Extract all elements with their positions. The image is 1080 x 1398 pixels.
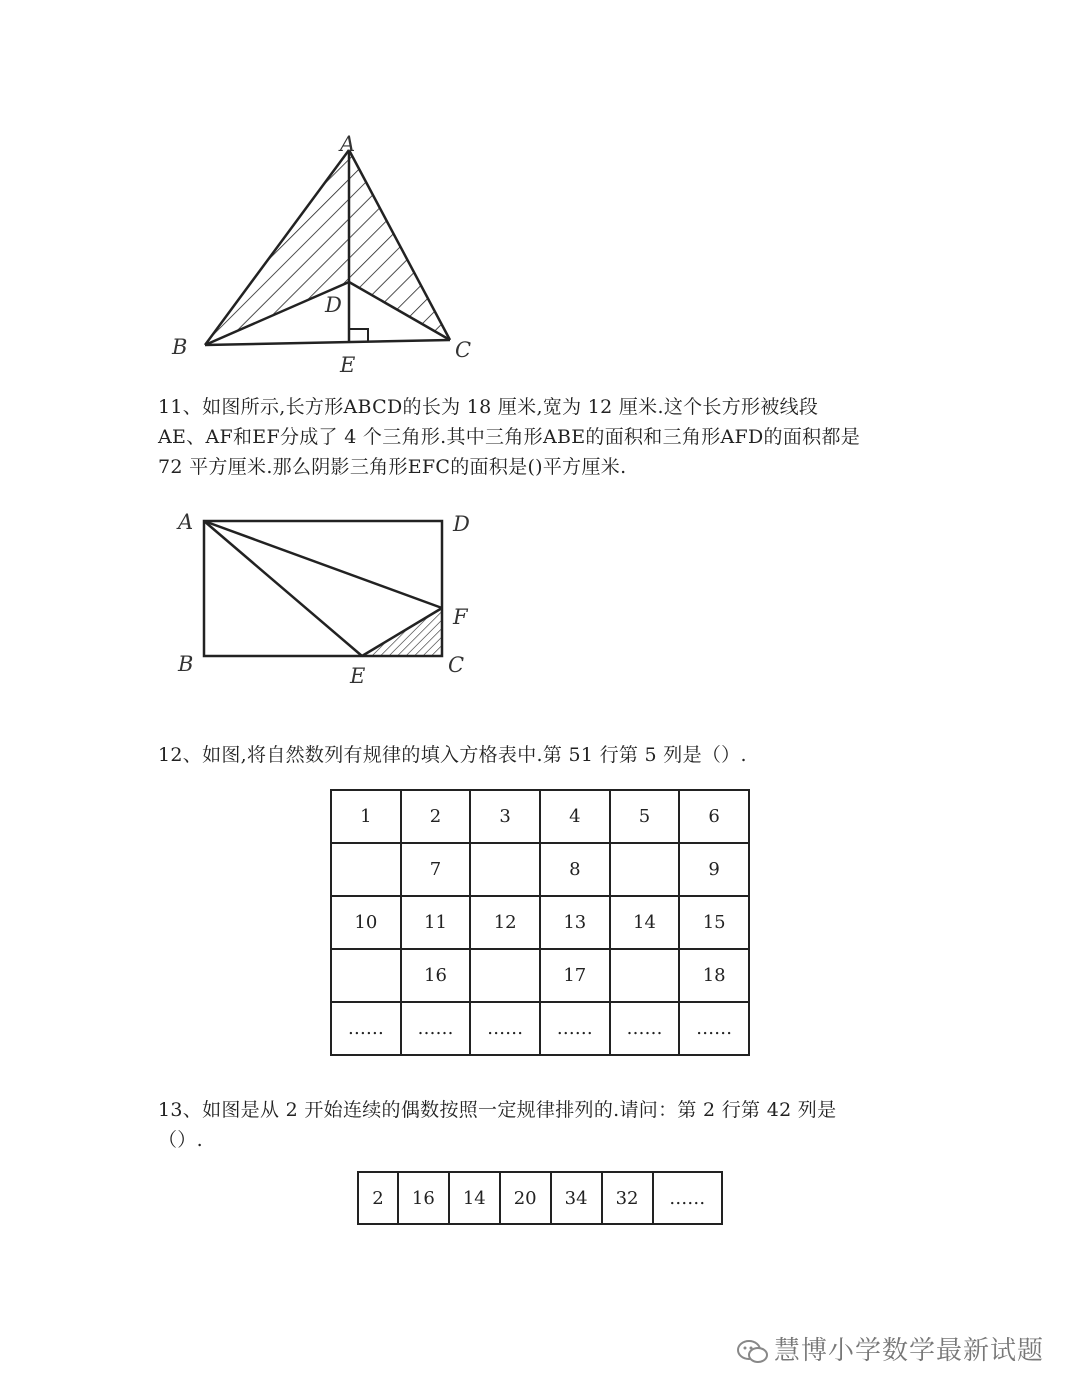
table-cell: 16	[398, 1172, 449, 1224]
table-cell: 7	[401, 843, 471, 896]
table-cell: 14	[449, 1172, 500, 1224]
table-cell: ……	[610, 1002, 680, 1055]
label-e: E	[350, 664, 366, 688]
table-cell: ……	[331, 1002, 401, 1055]
label-a: A	[340, 132, 356, 156]
table-cell: 10	[331, 896, 401, 949]
table-cell: ……	[540, 1002, 610, 1055]
table-cell: 11	[401, 896, 471, 949]
table-cell: 18	[679, 949, 749, 1002]
table-row	[331, 896, 749, 949]
rectangle-figure	[195, 510, 455, 670]
watermark	[736, 1330, 1044, 1367]
table-cell: 16	[401, 949, 471, 1002]
table-cell: ……	[679, 1002, 749, 1055]
label-d: D	[453, 512, 470, 536]
table-cell: ……	[470, 1002, 540, 1055]
table-cell: ……	[401, 1002, 471, 1055]
table-cell	[610, 949, 680, 1002]
table-cell: 32	[602, 1172, 653, 1224]
table-cell: 6	[679, 790, 749, 843]
table-cell: 17	[540, 949, 610, 1002]
watermark-text: 慧博小学数学最新试题	[774, 1336, 1045, 1366]
table-cell: 2	[401, 790, 471, 843]
q11-line1: 11、如图所示,长方形ABCD的长为 18 厘米,宽为 12 厘米.这个长方形被线段	[158, 396, 819, 418]
label-b: B	[178, 652, 194, 676]
wechat-icon	[736, 1338, 770, 1366]
table-cell	[470, 843, 540, 896]
table-cell	[470, 949, 540, 1002]
table-cell: 3	[470, 790, 540, 843]
label-c: C	[448, 653, 465, 677]
table-cell: 9	[679, 843, 749, 896]
table-cell: ……	[653, 1172, 723, 1224]
q13-line1: 13、如图是从 2 开始连续的偶数按照一定规律排列的.请问：第 2 行第 42 列是	[158, 1099, 837, 1121]
table-row	[331, 843, 749, 896]
q12-text: 12、如图,将自然数列有规律的填入方格表中.第 51 行第 5 列是（）.	[158, 744, 747, 766]
table-cell	[610, 843, 680, 896]
number-grid-table	[330, 789, 750, 1056]
table-cell	[331, 843, 401, 896]
table-cell	[331, 949, 401, 1002]
label-d: D	[325, 293, 342, 317]
table-row	[331, 949, 749, 1002]
table-cell: 12	[470, 896, 540, 949]
q11-line3: 72 平方厘米.那么阴影三角形EFC的面积是()平方厘米.	[158, 456, 627, 478]
table-cell: 2	[358, 1172, 398, 1224]
label-a: A	[178, 510, 194, 534]
q13-line2: （）.	[158, 1129, 203, 1151]
label-e: E	[340, 353, 356, 377]
table-cell: 13	[540, 896, 610, 949]
q11-line2: AE、AF和EF分成了 4 个三角形.其中三角形ABE的面积和三角形AFD的面积都是	[158, 426, 861, 448]
table-cell: 4	[540, 790, 610, 843]
label-f: F	[453, 605, 468, 629]
table-cell: 14	[610, 896, 680, 949]
table-cell: 1	[331, 790, 401, 843]
label-c: C	[455, 338, 472, 362]
table-cell: 15	[679, 896, 749, 949]
table-cell: 34	[551, 1172, 602, 1224]
table-cell: 8	[540, 843, 610, 896]
table-row	[331, 1002, 749, 1055]
triangle-figure	[160, 130, 500, 380]
table-row	[331, 790, 749, 843]
even-number-row-table	[357, 1171, 723, 1225]
table-cell: 20	[500, 1172, 551, 1224]
label-b: B	[172, 335, 188, 359]
table-cell: 5	[610, 790, 680, 843]
right-angle-mark	[349, 329, 368, 342]
